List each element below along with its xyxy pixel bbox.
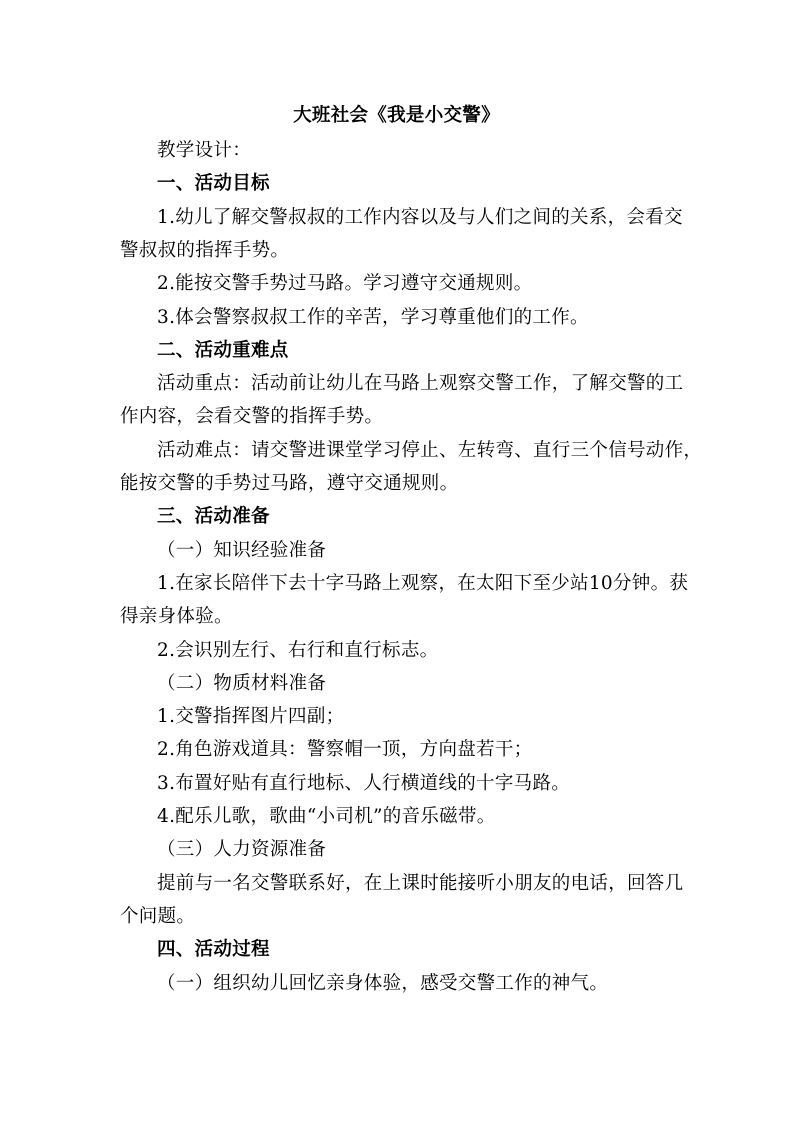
paragraph-line: （一）知识经验准备 <box>157 539 327 561</box>
paragraph-line: 个问题。 <box>120 905 196 927</box>
paragraph-line: 能按交警的手势过马路，遵守交通规则。 <box>120 473 459 494</box>
paragraph-line: 4.配乐儿歌，歌曲“小司机”的音乐磁带。 <box>157 806 496 827</box>
paragraph-line: 1.交警指挥图片四副； <box>157 706 345 728</box>
paragraph-line: 作内容，会看交警的指挥手势。 <box>120 406 384 428</box>
paragraph-line: 2.能按交警手势过马路。学习遵守交通规则。 <box>157 273 533 295</box>
paragraph-line: 3.布置好贴有直行地标、人行横道线的十字马路。 <box>157 772 571 794</box>
paragraph-line: 2.会识别左行、右行和直行标志。 <box>157 639 439 661</box>
document-title: 大班社会《我是小交警》 <box>293 105 500 126</box>
paragraph-line: （三）人力资源准备 <box>157 839 327 861</box>
section-heading: 三、活动准备 <box>157 506 270 528</box>
paragraph-line: 2.角色游戏道具：警察帽一顶，方向盘若干； <box>157 739 533 761</box>
paragraph-line: 警叔叔的指挥手势。 <box>120 239 290 261</box>
paragraph-line: （二）物质材料准备 <box>157 672 327 694</box>
paragraph-line: （一）组织幼儿回忆亲身体验，感受交警工作的神气。 <box>157 972 609 994</box>
section-heading: 一、活动目标 <box>157 173 270 195</box>
paragraph-line: 教学设计： <box>157 140 252 161</box>
paragraph-line: 活动难点：请交警进课堂学习停止、左转弯、直行三个信号动作， <box>157 439 703 461</box>
section-heading: 四、活动过程 <box>157 939 270 961</box>
paragraph-line: 活动重点：活动前让幼儿在马路上观察交警工作，了解交警的工 <box>157 373 684 395</box>
paragraph-line: 提前与一名交警联系好，在上课时能接听小朋友的电话，回答几 <box>157 872 684 894</box>
paragraph-line: 1.在家长陪伴下去十字马路上观察，在太阳下至少站10分钟。获 <box>157 572 689 594</box>
paragraph-line: 得亲身体验。 <box>120 606 233 628</box>
section-heading: 二、活动重难点 <box>157 339 289 361</box>
paragraph-line: 3.体会警察叔叔工作的辛苦，学习尊重他们的工作。 <box>157 306 589 328</box>
paragraph-line: 1.幼儿了解交警叔叔的工作内容以及与人们之间的关系，会看交 <box>157 206 683 228</box>
